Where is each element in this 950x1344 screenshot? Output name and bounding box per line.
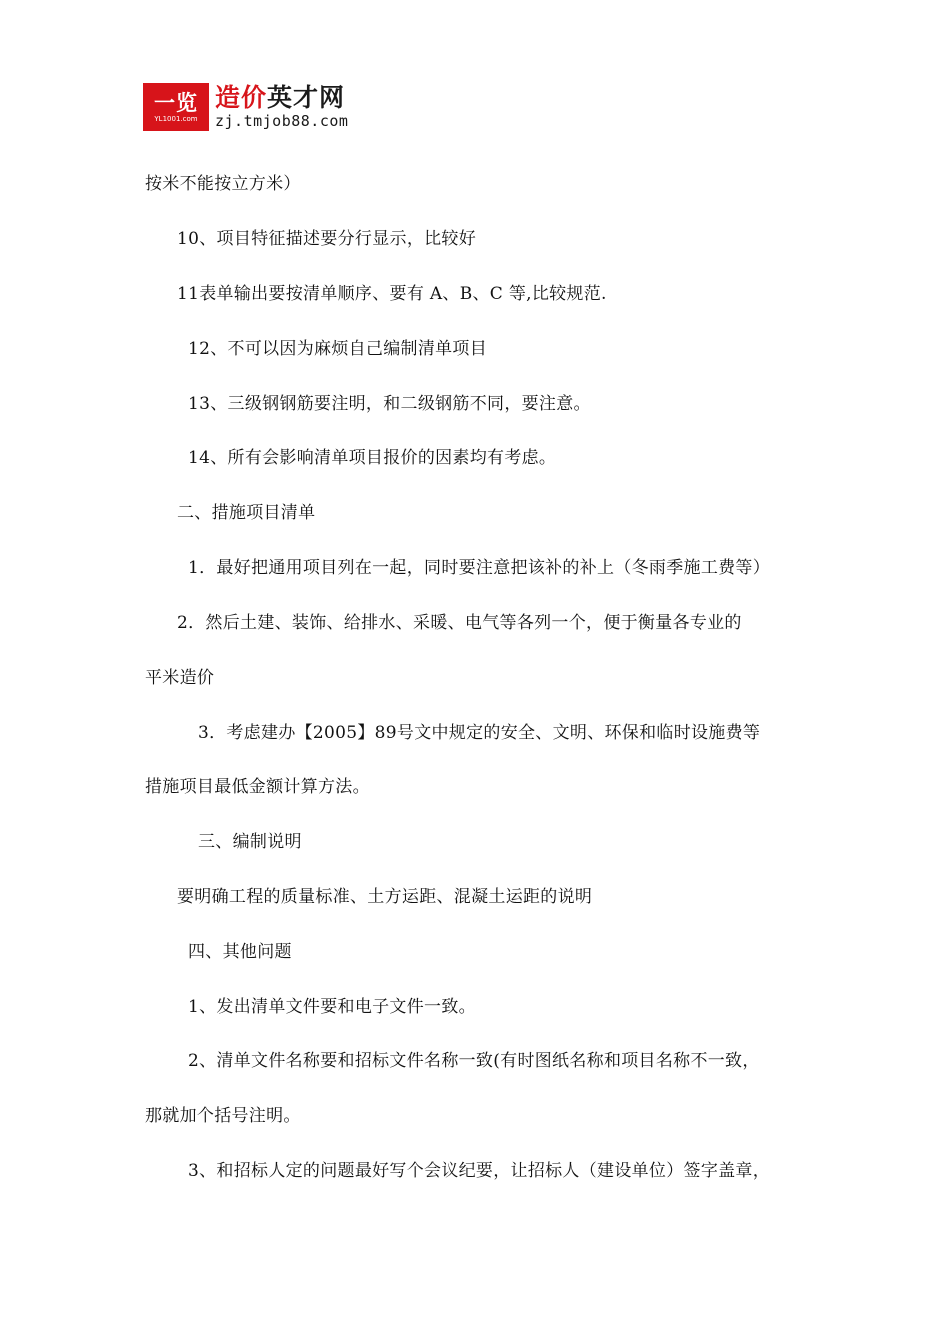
site-logo[interactable] bbox=[143, 83, 348, 131]
paragraph-line: 11表单输出要按清单顺序、要有 A、B、C 等,比较规范. bbox=[177, 284, 607, 304]
paragraph-line: 3、和招标人定的问题最好写个会议纪要，让招标人（建设单位）签字盖章， bbox=[188, 1161, 771, 1181]
paragraph-line: 1、发出清单文件要和电子文件一致。 bbox=[188, 997, 476, 1017]
logo-badge bbox=[143, 83, 209, 131]
paragraph-line: 那就加个括号注明。 bbox=[145, 1106, 301, 1126]
paragraph-line: 2、清单文件名称要和招标文件名称一致(有时图纸名称和项目名称不一致， bbox=[188, 1051, 760, 1071]
logo-title bbox=[215, 84, 348, 112]
paragraph-line: 1．最好把通用项目列在一起，同时要注意把该补的补上（冬雨季施工费等） bbox=[188, 558, 771, 578]
section-heading: 二、措施项目清单 bbox=[177, 503, 316, 523]
paragraph-line: 平米造价 bbox=[145, 668, 215, 688]
paragraph-line: 措施项目最低金额计算方法。 bbox=[145, 777, 370, 797]
logo-badge-text: 一览 bbox=[154, 90, 198, 115]
section-heading: 四、其他问题 bbox=[188, 942, 292, 962]
paragraph-line: 12、不可以因为麻烦自己编制清单项目 bbox=[188, 339, 488, 359]
paragraph-line: 10、项目特征描述要分行显示，比较好 bbox=[177, 229, 477, 249]
paragraph-line: 按米不能按立方米） bbox=[145, 174, 301, 194]
section-heading: 三、编制说明 bbox=[198, 832, 302, 852]
logo-url: zj.tmjob88.com bbox=[215, 112, 349, 130]
logo-badge-domain: YL1001.com bbox=[154, 114, 198, 123]
logo-title-red: 造价 bbox=[215, 83, 268, 112]
logo-title-black: 英才网 bbox=[267, 83, 346, 112]
paragraph-line: 2．然后土建、装饰、给排水、采暖、电气等各列一个，便于衡量各专业的 bbox=[177, 613, 742, 633]
logo-text bbox=[215, 84, 348, 130]
paragraph-line: 3．考虑建办【2005】89号文中规定的安全、文明、环保和临时设施费等 bbox=[198, 723, 761, 743]
paragraph-line: 14、所有会影响清单项目报价的因素均有考虑。 bbox=[188, 448, 557, 468]
paragraph-line: 13、三级钢钢筋要注明，和二级钢筋不同，要注意。 bbox=[188, 394, 591, 414]
paragraph-line: 要明确工程的质量标准、土方运距、混凝土运距的说明 bbox=[177, 887, 593, 907]
